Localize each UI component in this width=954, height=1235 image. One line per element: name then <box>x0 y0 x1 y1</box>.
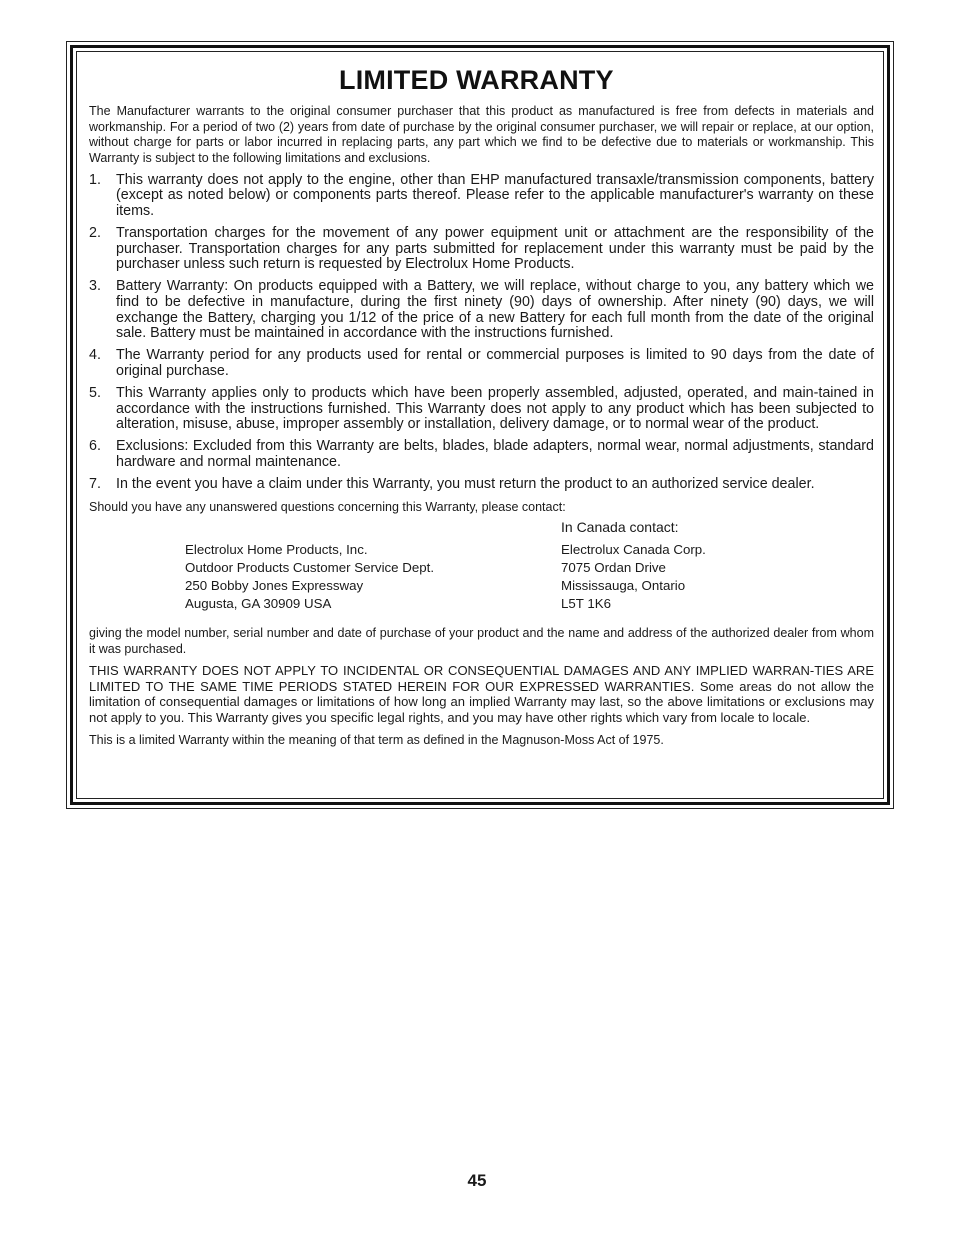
item-number: 1. <box>89 171 101 188</box>
list-item <box>89 348 874 379</box>
list-item <box>89 173 874 220</box>
us-address <box>185 541 434 613</box>
item-number: 7. <box>89 475 101 492</box>
warranty-terms-list <box>89 173 874 493</box>
item-number: 2. <box>89 225 101 242</box>
address-line: 7075 Ordan Drive <box>561 560 666 575</box>
page-title: LIMITED WARRANTY <box>339 65 614 95</box>
item-text: This Warranty applies only to products which have been properly assembled, adjusted, operated, and main-tained in accordance with the instructions furnished. This Warranty does not apply to any product which has been subjected to alteration, misuse, abuse, improper assembly or installation, delivery damage, or to normal wear of the product. <box>116 384 874 433</box>
address-line: Mississauga, Ontario <box>561 578 686 593</box>
item-text: In the event you have a claim under this Warranty, you must return the product to an authorized service dealer. <box>116 475 815 492</box>
item-text: The Warranty period for any products used for rental or commercial purposes is limited to 90 days from the date of original purchase. <box>116 347 874 379</box>
address-line: Electrolux Canada Corp. <box>561 542 706 557</box>
address-line: Augusta, GA 30909 USA <box>185 596 332 611</box>
intro-paragraph: The Manufacturer warrants to the original consumer purchaser that this product as manufactured is free from defects in materials and workmanship. For a period of two (2) years from date of purchase by the original consumer purchaser, we will repair or replace, at our option, without charge for parts or labor incurred in replacing parts, any part which we find to be defective due to materials or workmanship. This Warranty is subject to the following limitations and exclusions. <box>89 104 874 166</box>
item-text: Battery Warranty: On products equipped with a Battery, we will replace, without charge to you, any battery which we find to be defective in manufacture, during the first ninety (90) days of ownership. After ninety (90) days, we will exchange the Battery, charging you 1/12 of the price of a new Battery for each full month from the date of the original sale. Battery must be maintained in accordance with the instructions furnished. <box>116 278 874 342</box>
item-text: This warranty does not apply to the engine, other than EHP manufactured transaxle/transmission components, battery (except as noted below) or components parts thereof. Please refer to the applicable manufacturer's warranty on these items. <box>116 171 874 219</box>
canada-address <box>561 541 706 613</box>
item-text: Exclusions: Excluded from this Warranty are belts, blades, blade adapters, normal wear, normal adjustments, standard hardware and normal maintenance. <box>116 438 874 470</box>
disclaimer-paragraph: THIS WARRANTY DOES NOT APPLY TO INCIDENTAL OR CONSEQUENTIAL DAMAGES AND ANY IMPLIED WARRAN-TIES ARE LIMITED TO THE SAME TIME PERIODS STATED HEREIN FOR OUR EXPRESSED WARRANTIES. Some areas do not allow the limitation of consequential damages or limitations of how long an implied Warranty may last, so the above limitations or exclusions may not apply to you. This Warranty gives you specific legal rights, and you may have other rights which vary from locale to locale. <box>89 663 874 726</box>
list-item <box>89 279 874 341</box>
list-item <box>89 226 874 273</box>
page-number: 45 <box>467 1171 487 1190</box>
address-line: Outdoor Products Customer Service Dept. <box>185 560 435 575</box>
item-number: 4. <box>89 347 101 364</box>
list-item <box>89 439 874 470</box>
item-number: 5. <box>89 384 101 401</box>
item-number: 3. <box>89 278 101 295</box>
canada-contact-heading: In Canada contact: <box>561 519 679 535</box>
giving-paragraph: giving the model number, serial number and date of purchase of your product and the name and address of the authorized dealer from whom it was purchased. <box>89 626 874 656</box>
item-text: Transportation charges for the movement of any power equipment unit or attachment are the responsibility of the purchaser. Transportation charges for any parts submitted for replacement under this warranty must be paid by the purchaser unless such return is requested by Electrolux Home Products. <box>116 225 874 273</box>
list-item <box>89 386 874 433</box>
contact-addresses <box>89 541 874 611</box>
magnuson-moss-statement: This is a limited Warranty within the meaning of that term as defined in the Magnuson-Moss Act of 1975. <box>89 732 664 747</box>
address-line: L5T 1K6 <box>561 596 612 611</box>
list-item <box>89 477 874 493</box>
item-number: 6. <box>89 438 101 455</box>
warranty-content <box>89 64 874 748</box>
address-line: Electrolux Home Products, Inc. <box>185 542 368 557</box>
contact-intro: Should you have any unanswered questions concerning this Warranty, please contact: <box>89 500 566 514</box>
address-line: 250 Bobby Jones Expressway <box>185 578 364 593</box>
